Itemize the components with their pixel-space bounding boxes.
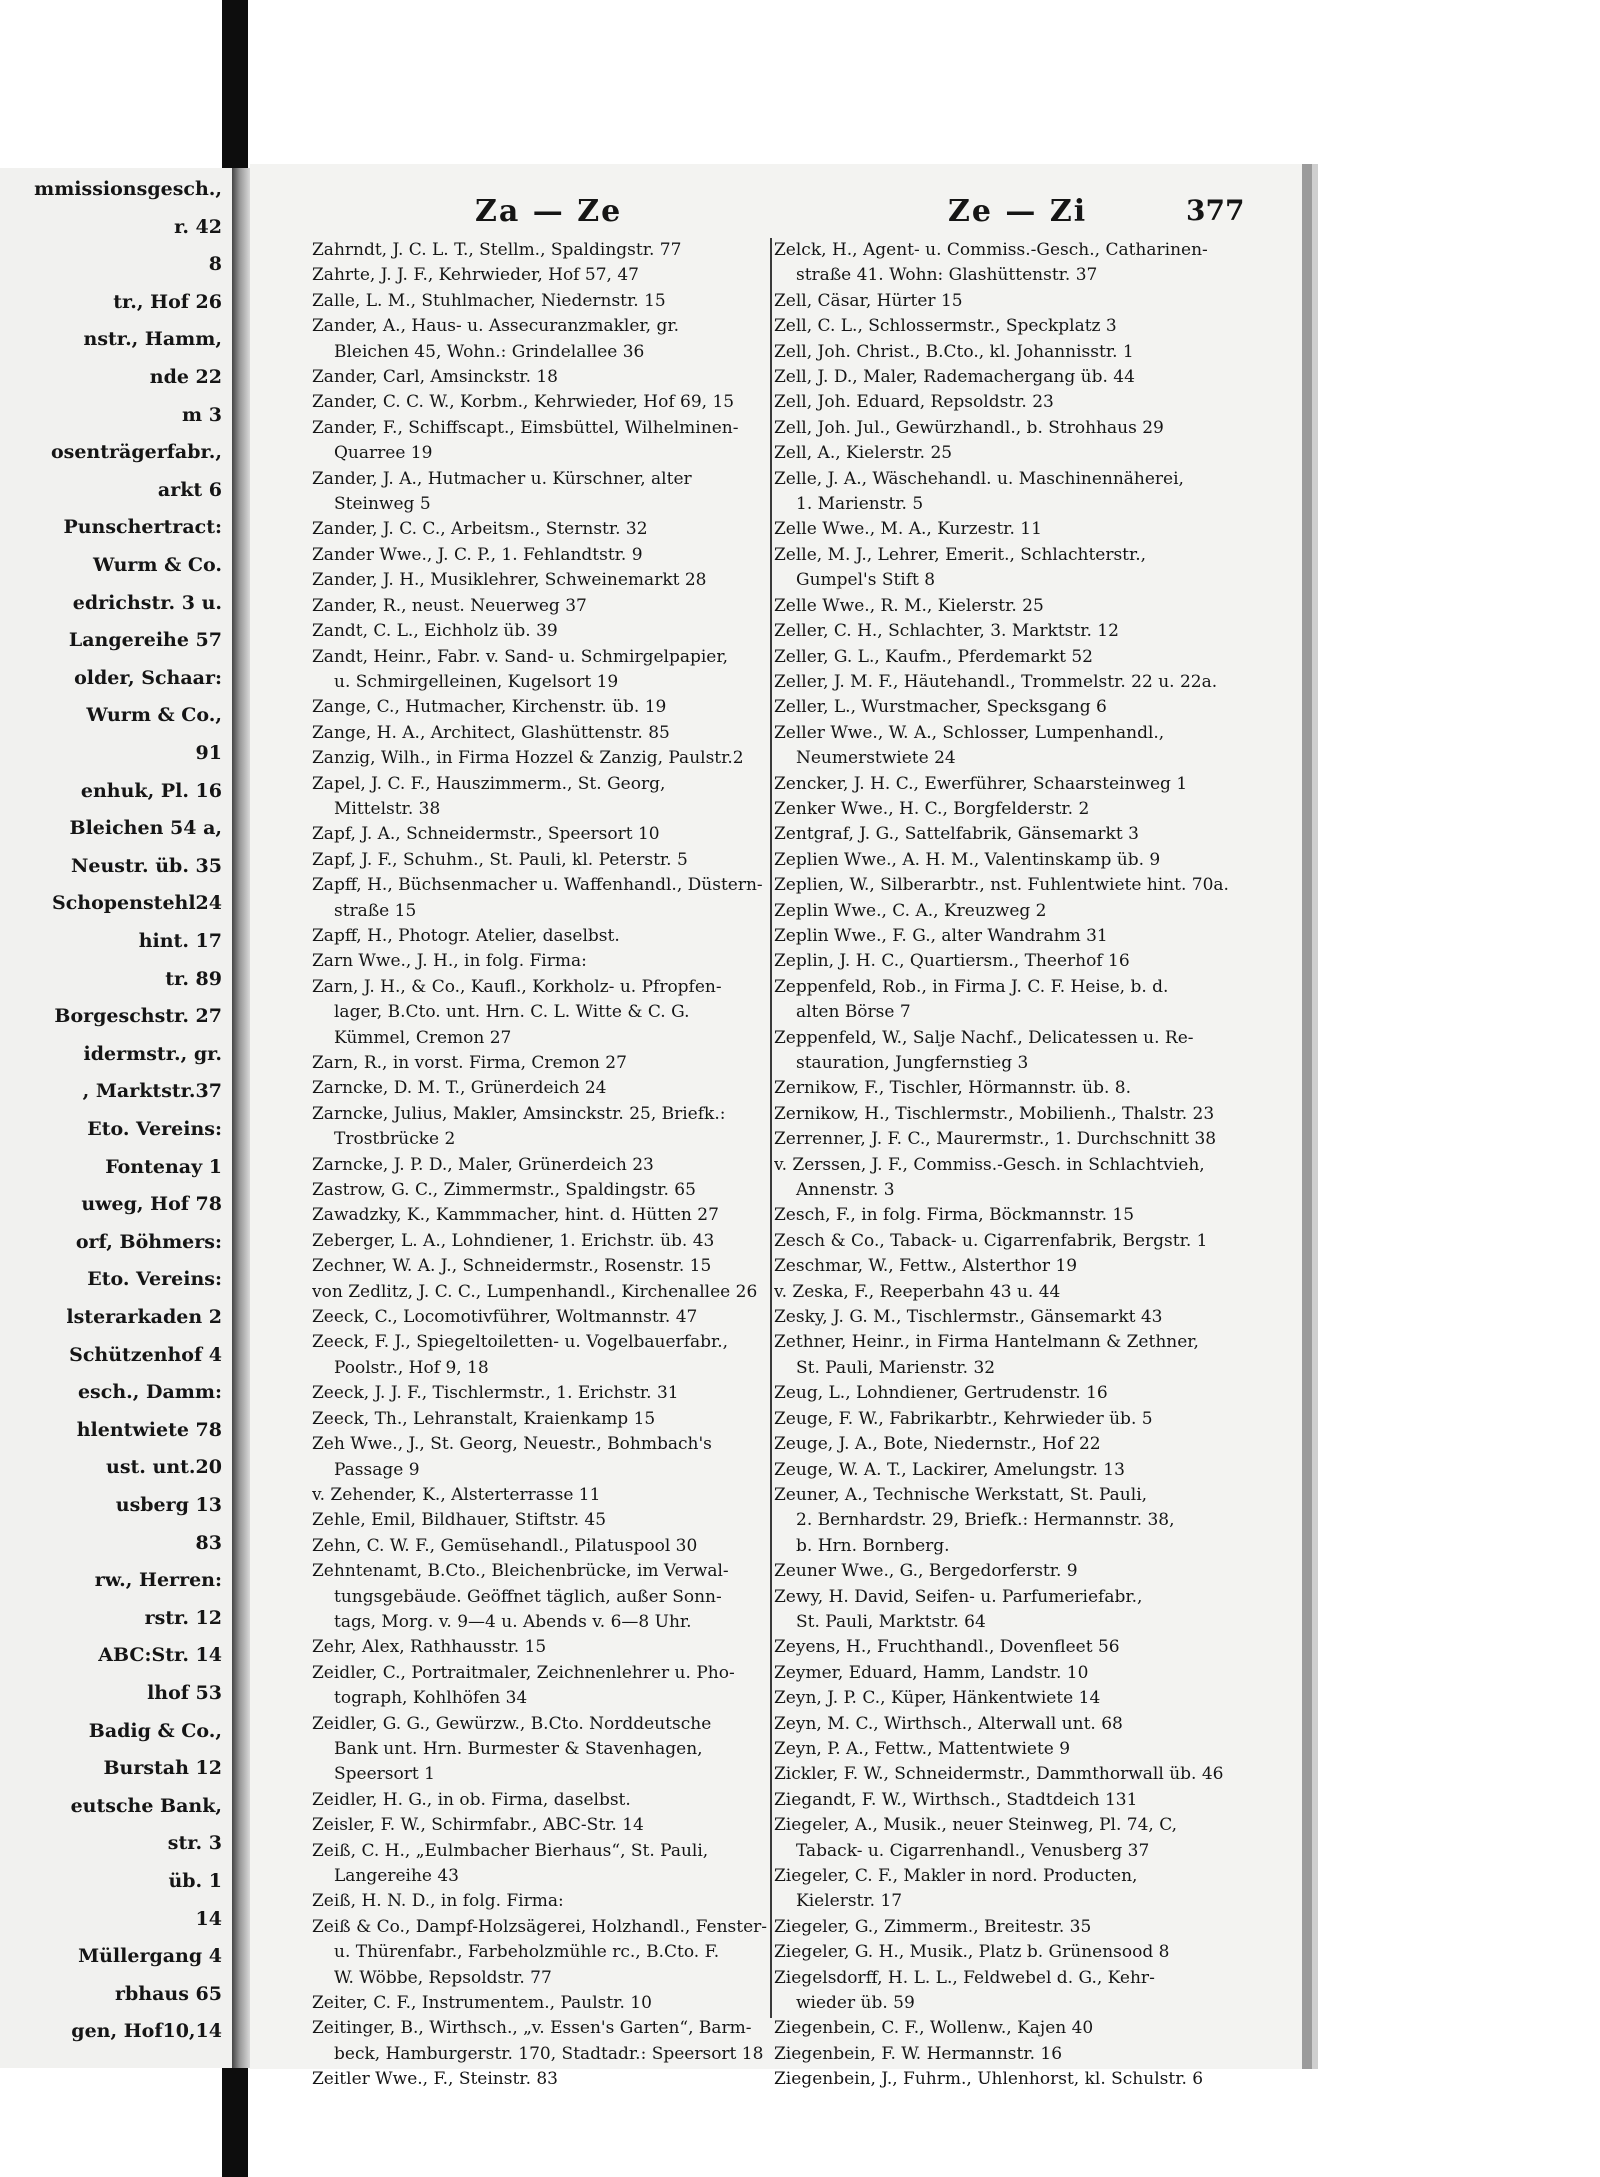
directory-entry: Zander, F., Schiffscapt., Eimsbüttel, Wilhelminen- — [312, 417, 739, 438]
previous-page-text-fragment: ust. unt.20 — [106, 1456, 222, 1479]
directory-entry-continuation: u. Schmirgelleinen, Kugelsort 19 — [334, 671, 619, 692]
directory-entry: Zarn Wwe., J. H., in folg. Firma: — [312, 951, 587, 972]
directory-entry: Zelle, M. J., Lehrer, Emerit., Schlachterstr., — [774, 544, 1147, 565]
directory-entry-continuation: b. Hrn. Bornberg. — [796, 1535, 950, 1556]
directory-entry-continuation: Mittelstr. 38 — [334, 798, 441, 819]
previous-page-text-fragment: Neustr. üb. 35 — [70, 854, 222, 877]
directory-entry: Zandt, Heinr., Fabr. v. Sand- u. Schmirgelpapier, — [312, 646, 729, 667]
directory-entry-continuation: Kielerstr. 17 — [796, 1891, 903, 1912]
directory-entry: Zeuge, J. A., Bote, Niedernstr., Hof 22 — [774, 1434, 1101, 1455]
page-number: 377 — [1186, 194, 1245, 227]
directory-entry: Zastrow, G. C., Zimmermstr., Spaldingstr. 65 — [312, 1180, 696, 1201]
page-header — [250, 194, 1302, 234]
previous-page-text-fragment: Burstah 12 — [103, 1757, 222, 1780]
previous-page-text-fragment: eutsche Bank, — [70, 1794, 222, 1817]
directory-entry: Ziegelsdorff, H. L. L., Feldwebel d. G., Kehr- — [774, 1967, 1155, 1988]
directory-entry: Zarncke, Julius, Makler, Amsinckstr. 25, Briefk.: — [312, 1103, 726, 1124]
directory-entry: Zell, Joh. Eduard, Repsoldstr. 23 — [774, 392, 1054, 413]
directory-entry: Zeuge, W. A. T., Lackirer, Amelungstr. 13 — [774, 1459, 1125, 1480]
directory-entry: Zeller, J. M. F., Häutehandl., Trommelstr. 22 u. 22a. — [774, 671, 1218, 692]
directory-entry: Ziegandt, F. W., Wirthsch., Stadtdeich 131 — [774, 1789, 1138, 1810]
previous-page-text-fragment: Eto. Vereins: — [87, 1118, 222, 1140]
directory-entry: Zehntenamt, B.Cto., Bleichenbrücke, im Verwal- — [312, 1561, 729, 1582]
directory-entry-continuation: Kümmel, Cremon 27 — [334, 1027, 512, 1048]
left-column — [312, 238, 774, 2093]
directory-entry-continuation: Passage 9 — [334, 1459, 420, 1480]
previous-page-text-fragment: usberg 13 — [115, 1494, 222, 1516]
previous-page-text-fragment: üb. 1 — [168, 1870, 222, 1892]
directory-entry-continuation: tungsgebäude. Geöffnet täglich, außer Sonn- — [334, 1586, 722, 1607]
directory-entry: Zeidler, G. G., Gewürzw., B.Cto. Norddeutsche — [312, 1713, 712, 1734]
directory-entry-continuation: beck, Hamburgerstr. 170, Stadtadr.: Speersort 18 — [334, 2043, 764, 2064]
directory-entry-continuation: Neumerstwiete 24 — [796, 748, 956, 769]
directory-entry-continuation: stauration, Jungfernstieg 3 — [796, 1053, 1029, 1073]
directory-entry: Ziegeler, G. H., Musik., Platz b. Grünensood 8 — [774, 1942, 1170, 1963]
directory-entry-continuation: Trostbrücke 2 — [334, 1129, 456, 1150]
binding-strip-top — [222, 0, 248, 170]
directory-entry-continuation: tograph, Kohlhöfen 34 — [334, 1688, 528, 1709]
previous-page-text-fragment: Bleichen 54 a, — [69, 817, 222, 840]
directory-entry: Zander, Carl, Amsinckstr. 18 — [312, 367, 559, 388]
directory-entry: Zeplien Wwe., A. H. M., Valentinskamp üb. 9 — [774, 849, 1161, 870]
directory-entry-continuation: W. Wöbbe, Repsoldstr. 77 — [334, 1967, 552, 1988]
directory-entry: Zeug, L., Lohndiener, Gertrudenstr. 16 — [774, 1383, 1108, 1404]
directory-entry: Zeppenfeld, W., Salje Nachf., Delicatessen u. Re- — [774, 1027, 1194, 1048]
directory-entry-continuation: St. Pauli, Marktstr. 64 — [796, 1611, 986, 1632]
directory-entry: von Zedlitz, J. C. C., Lumpenhandl., Kirchenallee 26 — [312, 1281, 758, 1302]
previous-page-text-fragment: Punschertract: — [63, 516, 222, 539]
previous-page-text-fragment: nstr., Hamm, — [83, 328, 222, 351]
directory-entry: Zeberger, L. A., Lohndiener, 1. Erichstr. üb. 43 — [312, 1230, 715, 1251]
directory-entry: Zapff, H., Photogr. Atelier, daselbst. — [312, 925, 620, 946]
directory-entry: Ziegeler, C. F., Makler in nord. Producten, — [774, 1866, 1138, 1886]
directory-entry: Zeuge, F. W., Fabrikarbtr., Kehrwieder üb. 5 — [774, 1408, 1153, 1429]
directory-entry: Zesch & Co., Taback- u. Cigarrenfabrik, Bergstr. 1 — [774, 1230, 1208, 1251]
previous-page-text-fragment: gen, Hof10,14 — [71, 2020, 222, 2043]
directory-entry-continuation: Quarree 19 — [334, 443, 433, 464]
previous-page-text-fragment: nde 22 — [149, 366, 222, 388]
directory-entry-continuation: Langereihe 43 — [334, 1866, 459, 1886]
page-gutter — [232, 168, 252, 2068]
directory-entry: Zerrenner, J. F. C., Maurermstr., 1. Durchschnitt 38 — [774, 1129, 1217, 1150]
directory-entry-continuation: wieder üb. 59 — [796, 1993, 915, 2014]
directory-entry: Zeeck, J. J. F., Tischlermstr., 1. Erichstr. 31 — [312, 1383, 679, 1404]
previous-page-text-fragment: tr., Hof 26 — [113, 290, 222, 313]
directory-entry: Zeuner Wwe., G., Bergedorferstr. 9 — [774, 1561, 1078, 1582]
previous-page-text-fragment: Eto. Vereins: — [87, 1268, 222, 1291]
directory-entry-continuation: Poolstr., Hof 9, 18 — [334, 1357, 489, 1378]
previous-page-text-fragment: esch., Damm: — [77, 1381, 222, 1404]
previous-page-text-fragment: Schopenstehl24 — [52, 892, 222, 915]
previous-page-text-fragment: enhuk, Pl. 16 — [80, 779, 222, 802]
directory-entry: Zapel, J. C. F., Hauszimmerm., St. Georg, — [312, 773, 666, 794]
right-column — [774, 238, 1236, 2093]
directory-entry-continuation: Taback- u. Cigarrenhandl., Venusberg 37 — [796, 1840, 1150, 1861]
directory-entry: Zander Wwe., J. C. P., 1. Fehlandtstr. 9 — [312, 544, 643, 565]
directory-entry: Zeyens, H., Fruchthandl., Dovenfleet 56 — [774, 1637, 1120, 1658]
directory-entry: Zalle, L. M., Stuhlmacher, Niedernstr. 15 — [312, 290, 666, 311]
directory-entry: Zanzig, Wilh., in Firma Hozzel & Zanzig, Paulstr.2 — [312, 748, 744, 769]
directory-entry-continuation: St. Pauli, Marienstr. 32 — [796, 1357, 996, 1378]
directory-entry: Ziegenbein, F. W. Hermannstr. 16 — [774, 2043, 1063, 2064]
directory-entry: Zeyn, J. P. C., Küper, Hänkentwiete 14 — [774, 1688, 1101, 1709]
previous-page-text-fragment: 83 — [195, 1531, 222, 1554]
directory-entry: Zapf, J. F., Schuhm., St. Pauli, kl. Peterstr. 5 — [312, 849, 688, 870]
directory-entry: Zernikow, F., Tischler, Hörmannstr. üb. 8. — [774, 1078, 1131, 1099]
directory-entry: Zander, J. C. C., Arbeitsm., Sternstr. 32 — [312, 519, 648, 540]
directory-entry: Zethner, Heinr., in Firma Hantelmann & Zethner, — [774, 1332, 1199, 1353]
directory-entry: Zapf, J. A., Schneidermstr., Speersort 10 — [312, 824, 660, 845]
directory-entry: Zander, A., Haus- u. Assecuranzmakler, gr. — [312, 316, 680, 337]
previous-page-text-fragment: Fontenay 1 — [105, 1155, 222, 1178]
directory-entry: Zeyn, P. A., Fettw., Mattentwiete 9 — [774, 1738, 1071, 1759]
directory-entry: Zeiß & Co., Dampf-Holzsägerei, Holzhandl., Fenster- — [312, 1916, 768, 1937]
directory-entry: Zeisler, F. W., Schirmfabr., ABC-Str. 14 — [312, 1815, 644, 1836]
directory-entry: Zeidler, H. G., in ob. Firma, daselbst. — [312, 1789, 631, 1810]
directory-entry: Zeymer, Eduard, Hamm, Landstr. 10 — [774, 1662, 1089, 1683]
previous-page-text-fragment: Wurm & Co., — [86, 704, 222, 727]
previous-page-text-fragment: idermstr., gr. — [83, 1042, 222, 1065]
directory-entry: Zewy, H. David, Seifen- u. Parfumeriefabr., — [774, 1586, 1143, 1607]
directory-entry: Zapff, H., Büchsenmacher u. Waffenhandl., Düstern- — [312, 875, 763, 896]
previous-page-text-fragment: Wurm & Co. — [93, 554, 222, 576]
directory-entry: Zell, A., Kielerstr. 25 — [774, 443, 953, 464]
previous-page-text-fragment: arkt 6 — [157, 478, 222, 501]
directory-entry: Zell, J. D., Maler, Rademachergang üb. 44 — [774, 367, 1135, 388]
directory-entry-continuation: straße 41. Wohn: Glashüttenstr. 37 — [796, 265, 1098, 286]
previous-page-text-fragment: 8 — [208, 253, 222, 276]
previous-page-text-fragment: 91 — [195, 742, 222, 764]
previous-page-text-fragment: ABC:Str. 14 — [98, 1644, 222, 1667]
directory-entry: Zeyn, M. C., Wirthsch., Alterwall unt. 68 — [774, 1713, 1123, 1734]
directory-entry: Zehle, Emil, Bildhauer, Stiftstr. 45 — [312, 1510, 607, 1531]
directory-entry: Zarncke, D. M. T., Grünerdeich 24 — [312, 1078, 607, 1099]
directory-entry-continuation: Steinweg 5 — [334, 494, 431, 515]
directory-entry: Zander, C. C. W., Korbm., Kehrwieder, Hof 69, 15 — [312, 392, 735, 413]
directory-entry: Zahrte, J. J. F., Kehrwieder, Hof 57, 47 — [312, 265, 639, 286]
previous-page-text-fragment: hint. 17 — [138, 930, 222, 952]
directory-entry: Zell, Cäsar, Hürter 15 — [774, 290, 963, 311]
directory-entry-continuation: straße 15 — [334, 900, 417, 921]
directory-entry: Zelle, J. A., Wäschehandl. u. Maschinennäherei, — [774, 468, 1184, 489]
previous-page-text-fragment: Borgeschstr. 27 — [54, 1005, 222, 1028]
directory-entry: Zeiß, H. N. D., in folg. Firma: — [312, 1891, 564, 1912]
header-left-range: Za — Ze — [475, 194, 623, 229]
previous-page-text-fragment: tr. 89 — [165, 967, 222, 990]
directory-entry: Zehn, C. W. F., Gemüsehandl., Pilatuspool 30 — [312, 1535, 698, 1556]
previous-page-text-fragment: str. 3 — [167, 1832, 222, 1855]
previous-page-text-fragment: edrichstr. 3 u. — [72, 591, 222, 614]
binding-strip-bottom — [222, 2062, 248, 2177]
directory-entry: v. Zeska, F., Reeperbahn 43 u. 44 — [774, 1281, 1061, 1302]
directory-entry: Zeh Wwe., J., St. Georg, Neuestr., Bohmbach's — [312, 1434, 712, 1455]
previous-page-text-fragment: uweg, Hof 78 — [81, 1193, 222, 1216]
directory-entry: Zernikow, H., Tischlermstr., Mobilienh., Thalstr. 23 — [774, 1103, 1215, 1124]
directory-entry: Ziegenbein, C. F., Wollenw., Kajen 40 — [774, 2018, 1094, 2039]
directory-entry: Zander, J. H., Musiklehrer, Schweinemarkt 28 — [312, 570, 707, 591]
directory-entry: Zeller Wwe., W. A., Schlosser, Lumpenhandl., — [774, 722, 1165, 743]
directory-entry: Zeitinger, B., Wirthsch., „v. Essen's Garten“, Barm- — [312, 2018, 752, 2039]
previous-page-text-fragment: Badig & Co., — [88, 1719, 222, 1742]
directory-entry: Zeeck, C., Locomotivführer, Woltmannstr. 47 — [312, 1307, 698, 1328]
directory-entry-continuation: Speersort 1 — [334, 1764, 435, 1785]
directory-entry: Zeiß, C. H., „Eulmbacher Bierhaus“, St. Pauli, — [312, 1840, 709, 1861]
previous-page-fragment — [0, 168, 236, 2068]
previous-page-text-fragment: lhof 53 — [147, 1682, 222, 1704]
directory-entry: Ziegeler, A., Musik., neuer Steinweg, Pl. 74, C, — [774, 1815, 1178, 1836]
column-divider — [770, 238, 772, 2018]
previous-page-text-fragment: r. 42 — [174, 215, 222, 238]
directory-entry: Zarncke, J. P. D., Maler, Grünerdeich 23 — [312, 1154, 654, 1175]
directory-entry-continuation: Bleichen 45, Wohn.: Grindelallee 36 — [334, 341, 645, 362]
previous-page-text-fragment: hlentwiete 78 — [76, 1418, 222, 1441]
previous-page-text-fragment: lsterarkaden 2 — [66, 1306, 222, 1328]
previous-page-text-fragment: Schützenhof 4 — [69, 1343, 222, 1366]
directory-entry: Zeiter, C. F., Instrumentem., Paulstr. 10 — [312, 1993, 652, 2014]
previous-page-text-fragment: Langereihe 57 — [68, 629, 222, 652]
previous-page-text-fragment: Müllergang 4 — [78, 1945, 222, 1968]
directory-entry: Zell, C. L., Schlossermstr., Speckplatz 3 — [774, 316, 1117, 337]
directory-entry: Zechner, W. A. J., Schneidermstr., Rosenstr. 15 — [312, 1256, 712, 1277]
directory-entry: Zeplin, J. H. C., Quartiersm., Theerhof 16 — [774, 951, 1130, 972]
directory-entry: Zeidler, C., Portraitmaler, Zeichnenlehrer u. Pho- — [312, 1662, 735, 1683]
directory-entry: Zeplin Wwe., C. A., Kreuzweg 2 — [774, 900, 1047, 921]
directory-entry: Zelle Wwe., R. M., Kielerstr. 25 — [774, 595, 1044, 616]
directory-entry: Zeller, C. H., Schlachter, 3. Marktstr. 12 — [774, 621, 1119, 642]
directory-entry: Zelle Wwe., M. A., Kurzestr. 11 — [774, 519, 1042, 540]
directory-entry-continuation: u. Thürenfabr., Farbeholzmühle rc., B.Cto. F. — [334, 1942, 720, 1963]
directory-entry-continuation: alten Börse 7 — [796, 1002, 911, 1023]
directory-entry: Zange, H. A., Architect, Glashüttenstr. 85 — [312, 722, 670, 743]
directory-entry: Zahrndt, J. C. L. T., Stellm., Spaldingstr. 77 — [312, 240, 682, 260]
directory-entry-continuation: Annenstr. 3 — [796, 1180, 895, 1201]
directory-entry: Zesch, F., in folg. Firma, Böckmannstr. 15 — [774, 1205, 1135, 1226]
directory-entry: Zentgraf, J. G., Sattelfabrik, Gänsemarkt 3 — [774, 824, 1139, 845]
directory-entry: Zeppenfeld, Rob., in Firma J. C. F. Heise, b. d. — [774, 976, 1169, 997]
directory-page — [250, 164, 1312, 2090]
directory-entry: v. Zehender, K., Alsterterrasse 11 — [312, 1484, 601, 1505]
directory-entry: Zenker Wwe., H. C., Borgfelderstr. 2 — [774, 798, 1090, 819]
directory-entry: Zarn, J. H., & Co., Kaufl., Korkholz- u. Pfropfen- — [312, 976, 722, 997]
previous-page-text-fragment: 14 — [195, 1907, 222, 1930]
directory-entry: v. Zerssen, J. F., Commiss.-Gesch. in Schlachtvieh, — [774, 1154, 1205, 1175]
directory-entry: Zeplin Wwe., F. G., alter Wandrahm 31 — [774, 925, 1108, 946]
directory-entry: Zeuner, A., Technische Werkstatt, St. Pauli, — [774, 1484, 1148, 1505]
header-right-range: Ze — Zi — [948, 194, 1088, 229]
directory-entry-continuation: lager, B.Cto. unt. Hrn. C. L. Witte & C. G. — [334, 1002, 690, 1023]
directory-entry: Ziegenbein, J., Fuhrm., Uhlenhorst, kl. Schulstr. 6 — [774, 2069, 1204, 2090]
directory-entry: Zelck, H., Agent- u. Commiss.-Gesch., Catharinen- — [774, 240, 1208, 260]
directory-entry-continuation: Bank unt. Hrn. Burmester & Stavenhagen, — [334, 1738, 703, 1759]
directory-entry: Zange, C., Hutmacher, Kirchenstr. üb. 19 — [312, 697, 667, 718]
directory-entry-continuation: 2. Bernhardstr. 29, Briefk.: Hermannstr. 38, — [796, 1510, 1175, 1531]
previous-page-text-fragment: osenträgerfabr., — [50, 441, 222, 464]
directory-entry: Zickler, F. W., Schneidermstr., Dammthorwall üb. 46 — [774, 1764, 1224, 1785]
directory-entry: Zeller, G. L., Kaufm., Pferdemarkt 52 — [774, 646, 1093, 667]
directory-entry: Zeplien, W., Silberarbtr., nst. Fuhlentwiete hint. 70a. — [774, 875, 1229, 896]
previous-page-text-fragment: older, Schaar: — [74, 666, 222, 689]
directory-entry: Zeitler Wwe., F., Steinstr. 83 — [312, 2069, 559, 2090]
directory-entry: Ziegeler, G., Zimmerm., Breitestr. 35 — [774, 1916, 1092, 1937]
directory-entry: Zesky, J. G. M., Tischlermstr., Gänsemarkt 43 — [774, 1307, 1163, 1328]
directory-entry: Zeeck, F. J., Spiegeltoiletten- u. Vogelbauerfabr., — [312, 1332, 729, 1353]
directory-entry: Zandt, C. L., Eichholz üb. 39 — [312, 621, 558, 642]
directory-entry-continuation: Gumpel's Stift 8 — [796, 570, 936, 591]
previous-page-text-fragment: m 3 — [182, 403, 222, 426]
previous-page-text-fragment: mmissionsgesch., — [34, 178, 222, 200]
directory-entry: Zeschmar, W., Fettw., Alsterthor 19 — [774, 1256, 1078, 1277]
directory-entry: Zell, Joh. Jul., Gewürzhandl., b. Strohhaus 29 — [774, 417, 1164, 438]
directory-entry-continuation: tags, Morg. v. 9—4 u. Abends v. 6—8 Uhr. — [334, 1611, 692, 1632]
previous-page-text-fragment: rbhaus 65 — [115, 1982, 222, 2005]
directory-entry: Zeeck, Th., Lehranstalt, Kraienkamp 15 — [312, 1408, 656, 1429]
directory-entry: Zawadzky, K., Kammmacher, hint. d. Hütten 27 — [312, 1205, 719, 1226]
directory-entry: Zarn, R., in vorst. Firma, Cremon 27 — [312, 1053, 627, 1073]
previous-page-text-fragment: , Marktstr.37 — [82, 1080, 222, 1103]
previous-page-text-fragment: rw., Herren: — [94, 1569, 222, 1592]
previous-page-text-fragment: rstr. 12 — [144, 1606, 222, 1629]
directory-entry: Zell, Joh. Christ., B.Cto., kl. Johannisstr. 1 — [774, 341, 1134, 362]
previous-page-text-fragment: orf, Böhmers: — [75, 1230, 222, 1253]
directory-entry: Zander, J. A., Hutmacher u. Kürschner, alter — [312, 468, 692, 489]
directory-entry: Zander, R., neust. Neuerweg 37 — [312, 595, 587, 616]
directory-entry-continuation: 1. Marienstr. 5 — [796, 494, 924, 515]
directory-entry: Zeller, L., Wurstmacher, Specksgang 6 — [774, 697, 1107, 718]
directory-entry: Zehr, Alex, Rathhausstr. 15 — [312, 1637, 547, 1658]
directory-entry: Zencker, J. H. C., Ewerführer, Schaarsteinweg 1 — [774, 773, 1188, 794]
